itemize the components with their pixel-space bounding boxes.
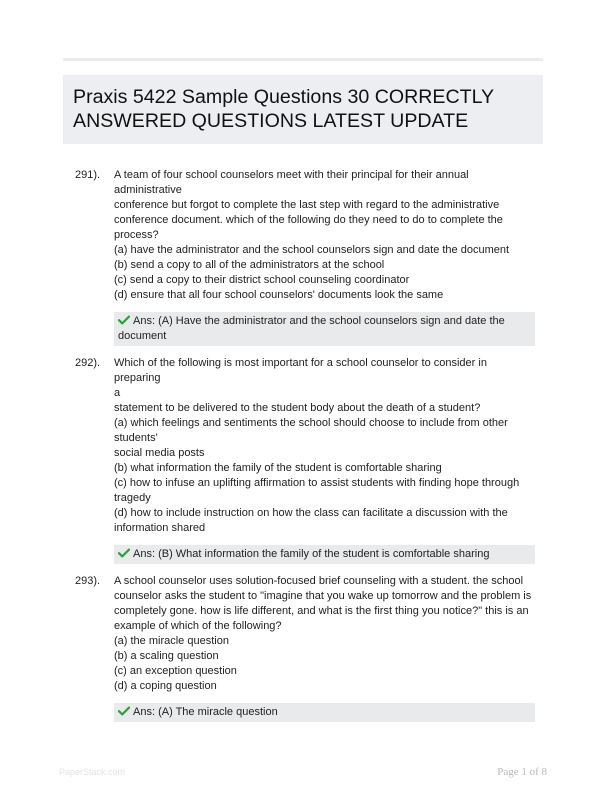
option-d: (d) ensure that all four school counselors' documents look the same bbox=[114, 289, 444, 301]
option-d: (d) a coping question bbox=[114, 680, 217, 692]
page-number: Page 1 of 8 bbox=[497, 766, 547, 778]
option-c: (c) an exception question bbox=[114, 665, 237, 677]
question-text bbox=[114, 168, 536, 303]
top-divider bbox=[63, 58, 543, 61]
option-b: (b) what information the family of the student is comfortable sharing bbox=[114, 462, 442, 474]
question-line: conference document. which of the following do they need to do to complete the bbox=[114, 214, 503, 226]
option-c: (c) how to infuse an uplifting affirmation to assist students with finding hope through bbox=[114, 477, 520, 489]
option-d-cont: information shared bbox=[114, 522, 206, 534]
title-line-1: Praxis 5422 Sample Questions 30 CORRECTLY bbox=[73, 86, 495, 108]
title-line-2: ANSWERED QUESTIONS LATEST UPDATE bbox=[73, 110, 469, 132]
option-a: (a) have the administrator and the school counselors sign and date the document bbox=[114, 244, 510, 256]
answer-text: Ans: (B) What information the family of the student is comfortable sharing bbox=[133, 548, 490, 560]
question-number: 292). bbox=[75, 357, 101, 369]
question-293 bbox=[63, 574, 543, 722]
question-line: counselor asks the student to "imagine that you wake up tomorrow and the problem is bbox=[114, 590, 532, 602]
answer-box bbox=[114, 703, 535, 722]
question-line: statement to be delivered to the student body about the death of a student? bbox=[114, 402, 481, 414]
option-c: (c) send a copy to their district school counseling coordinator bbox=[114, 274, 410, 286]
question-text bbox=[114, 356, 536, 536]
option-a: (a) which feelings and sentiments the school should choose to include from other bbox=[114, 417, 508, 429]
answer-text-cont: document bbox=[118, 330, 167, 342]
footer-watermark: PaperStack.com bbox=[59, 767, 126, 777]
checkmark-icon bbox=[118, 706, 130, 716]
answer-text: Ans: (A) Have the administrator and the school counselors sign and date the bbox=[133, 315, 505, 327]
question-line: A team of four school counselors meet with their principal for their annual administrative bbox=[114, 169, 469, 196]
checkmark-icon bbox=[118, 315, 130, 325]
answer-box bbox=[114, 545, 535, 564]
answer-box bbox=[114, 312, 535, 346]
question-number: 293). bbox=[75, 575, 101, 587]
document-title bbox=[73, 85, 535, 133]
question-line: Which of the following is most important for a school counselor to consider in preparing bbox=[114, 357, 487, 384]
question-line: example of which of the following? bbox=[114, 620, 282, 632]
question-number: 291). bbox=[75, 169, 101, 181]
question-text bbox=[114, 574, 536, 694]
option-a-cont: students' bbox=[114, 432, 158, 444]
question-line: A school counselor uses solution-focused brief counseling with a student. the school bbox=[114, 575, 524, 587]
question-291 bbox=[63, 168, 543, 346]
question-line: a bbox=[114, 387, 121, 399]
option-b: (b) send a copy to all of the administrators at the school bbox=[114, 259, 385, 271]
title-banner bbox=[63, 75, 543, 144]
option-c-cont: tragedy bbox=[114, 492, 151, 504]
question-line: completely gone. how is life different, and what is the first thing you notice?" this is an bbox=[114, 605, 529, 617]
question-line: conference but forgot to complete the last step with regard to the administrative bbox=[114, 199, 500, 211]
option-a-cont: social media posts bbox=[114, 447, 205, 459]
option-a: (a) the miracle question bbox=[114, 635, 229, 647]
option-d: (d) how to include instruction on how the class can facilitate a discussion with the bbox=[114, 507, 508, 519]
question-292 bbox=[63, 356, 543, 564]
checkmark-icon bbox=[118, 548, 130, 558]
answer-text: Ans: (A) The miracle question bbox=[133, 706, 278, 718]
question-line: process? bbox=[114, 229, 159, 241]
option-b: (b) a scaling question bbox=[114, 650, 219, 662]
